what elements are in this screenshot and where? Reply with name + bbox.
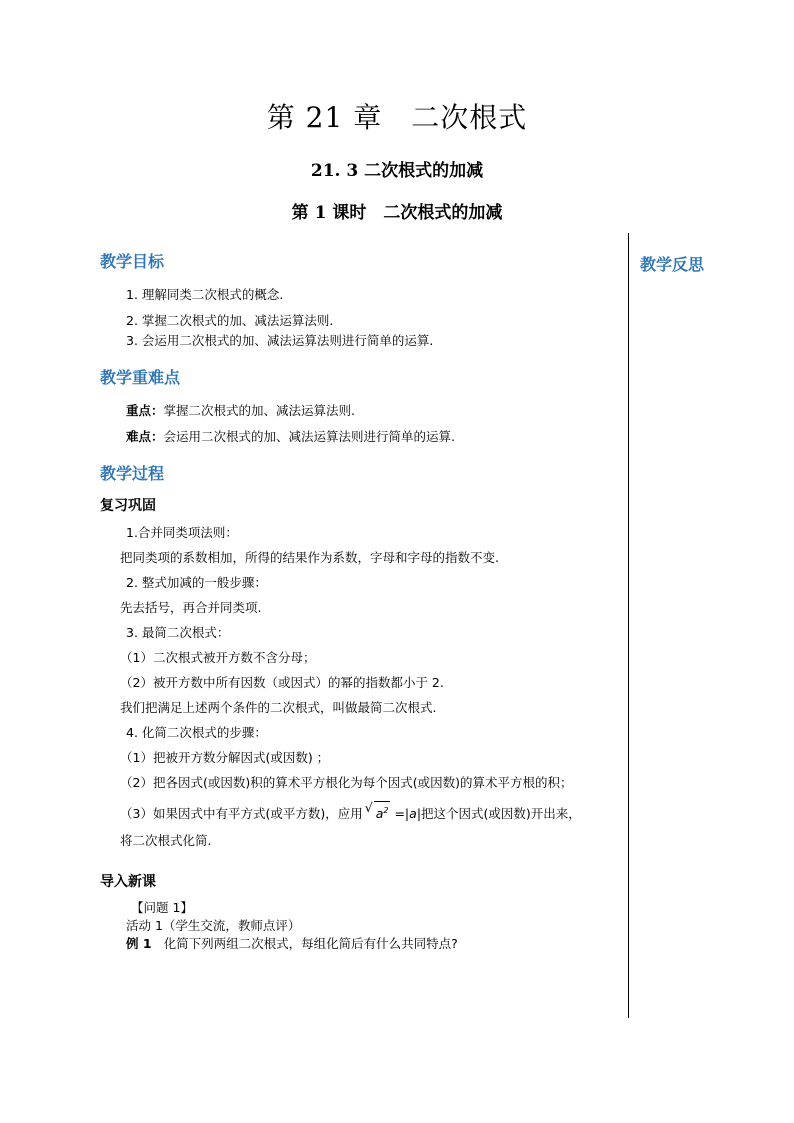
objective-item: 3. 会运用二次根式的加、减法运算法则进行简单的运算. [126,333,434,348]
activity-text: 活动 1（学生交流，教师点评） [126,918,301,934]
key-point [100,402,625,420]
objectives-heading: 教学目标 [100,252,165,271]
hard-text: 会运用二次根式的加、减法运算法则进行简单的运算. [163,429,455,444]
review-item-2-title: 2. 整式加减的一般步骤： [126,575,267,590]
objective-item: 1. 理解同类二次根式的概念. [126,287,284,302]
example-1 [100,935,625,953]
review-item-2-text: 先去括号，再合并同类项. [120,600,262,615]
review-item-4-title: 4. 化简二次根式的步骤： [126,725,267,740]
review-item-3-title: 3. 最简二次根式： [126,625,230,640]
review-item-4-step-3-cont: 将二次根式化简. [120,833,212,849]
example-label: 例 1 [126,936,152,952]
review-item-3-cond-2: （2）被开方数中所有因数（或因式）的幂的指数都小于 2. [120,675,444,690]
section-title: 21. 3 二次根式的加减 [310,161,484,181]
review-item-1-text: 把同类项的系数相加，所得的结果作为系数，字母和字母的指数不变. [120,550,499,565]
step-3-prefix: （3）如果因式中有平方式(或平方数)，应用 [120,806,363,822]
review-item-4-step-2: （2）把各因式(或因数)积的算术平方根化为每个因式(或因数)的算术平方根的积； [120,775,573,790]
step-3-suffix: |把这个因式(或因数)开出来， [416,806,581,822]
review-item-3-text: 我们把满足上述两个条件的二次根式，叫做最简二次根式. [120,700,437,715]
lesson-title: 第 1 课时 二次根式的加减 [291,203,503,223]
step-3-equals: =| [390,806,410,822]
key-label: 重点： [126,403,164,418]
review-item-3-cond-1: （1）二次根式被开方数不含分母； [120,650,316,665]
review-item-4-step-3 [100,801,625,823]
objective-item: 2. 掌握二次根式的加、减法运算法则. [126,313,334,328]
column-divider [628,233,629,1018]
chapter-title: 第 21 章 二次根式 [266,101,528,134]
sqrt-radicand: a [375,806,384,822]
example-text: 化简下列两组二次根式，每组化简后有什么共同特点? [163,936,458,952]
process-heading: 教学过程 [100,464,165,483]
sqrt-exponent: 2 [383,806,389,815]
step-3-var: a [409,806,417,822]
key-text: 掌握二次根式的加、减法运算法则. [163,403,355,418]
reflection-heading: 教学反思 [640,255,705,274]
main-content [100,248,625,953]
sqrt-a-squared [374,801,391,823]
question-label: 【问题 1】 [131,900,193,916]
review-item-4-step-1: （1）把被开方数分解因式(或因数) ； [120,750,330,765]
review-heading: 复习巩固 [100,498,156,514]
intro-heading: 导入新课 [100,874,156,891]
hard-label: 难点： [126,429,164,444]
hard-point [100,428,625,446]
review-item-1-title: 1.合并同类项法则： [126,525,238,540]
key-points-heading: 教学重难点 [100,368,181,387]
